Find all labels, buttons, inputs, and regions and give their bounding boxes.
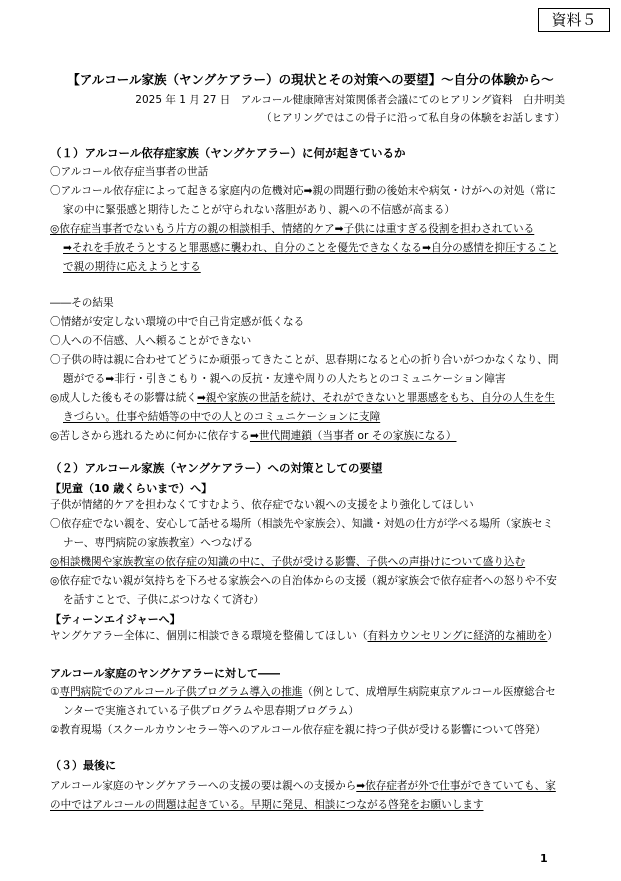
section-1-line-4: ◎依存症当事者でないもう片方の親の相談相手、情緒的ケア➡子供には重すぎる役割を担わされている: [50, 223, 535, 235]
document-title: 【アルコール家族（ヤングケアラー）の現状とその対策への要望】～自分の体験から～: [67, 72, 554, 87]
section-1-line-3: 家の中に緊張感と期待したことが守られない落胆があり、親への不信感が高まる）: [63, 204, 455, 216]
section-3-line-1-underlined: ➡依存症者が外で仕事ができていても、家: [356, 780, 556, 792]
teen-line-1: [50, 627, 572, 646]
children-line-1: 子供が情緒的ケアを担わなくてすむよう、依存症でない親への支援をより強化してほしい: [50, 499, 474, 511]
section-1-line-1: 〇アルコール依存症当事者の世話: [50, 166, 209, 178]
document-date-author: 2025 年 1 月 27 日 アルコール健康障害対策関係者会議にてのヒアリング資料 白井明美: [135, 94, 565, 106]
young-carers-line-1-number: ①: [50, 686, 60, 698]
results-line-7: [50, 427, 572, 446]
section-results: [50, 294, 572, 446]
young-carers-line-1: [50, 683, 572, 702]
results-line-3: 〇子供の時は親に合わせてどうにか頑張ってきたことが、思春期になると心の折り合いがつかなくなり、問: [50, 354, 559, 366]
document-badge: 資料５: [538, 8, 610, 32]
section-3-heading: （３）最後に: [50, 759, 116, 772]
page-number: 1: [540, 852, 548, 865]
section-3-line-1: [50, 777, 572, 796]
young-carers-line-1-underlined: 専門病院でのアルコール子供プログラム導入の推進: [59, 686, 303, 698]
section-young-carers: [50, 665, 572, 740]
teen-line-1-underlined: 有料カウンセリングに経済的な補助を: [367, 630, 548, 642]
results-line-5-start: ◎成人した後もその影響は続く: [50, 392, 197, 404]
teen-line-1-end: ）: [547, 630, 558, 642]
children-line-4: ◎相談機関や家族教室の依存症の知識の中に、子供が受ける影響、子供への声掛けについて盛り込む: [50, 556, 526, 568]
results-line-2: 〇人への不信感、人へ頼ることができない: [50, 335, 252, 347]
teen-line-1-start: ヤングケアラー全体に、個別に相談できる環境を整備してほしい（: [50, 630, 368, 642]
results-line-5: [50, 389, 572, 408]
children-line-5: ◎依存症でない親が気持ちを下ろせる家族会への自治体からの支援（親が家族会で依存症者への怒りや不安: [50, 575, 557, 587]
young-carers-line-3: ②教育現場（スクールカウンセラー等へのアルコール依存症を親に持つ子供が受ける影響について啓発）: [50, 724, 546, 736]
section-2-heading: （２）アルコール家族（ヤングケアラー）への対策としての要望: [50, 461, 383, 475]
section-1-line-5: ➡それを手放そうとすると罪悪感に襲われ、自分のことを優先できなくなる➡自分の感情を抑圧すること: [63, 242, 559, 254]
section-3-line-2: の中ではアルコールの問題は起きている。早期に発見、相談につながる啓発をお願いします: [50, 799, 484, 811]
children-line-6: を話すことで、子供にぶつけなくて済む）: [63, 594, 265, 606]
results-line-7-start: ◎苦しさから逃れるために何かに依存する: [50, 430, 250, 442]
young-carers-line-1-rest: （例として、成増厚生病院東京アルコール医療総合セ: [302, 686, 556, 698]
results-line-5-underlined: ➡親や家族の世話を続け、それができないと罪悪感をもち、自分の人生を生: [196, 392, 556, 404]
section-1-heading: （１）アルコール依存症家族（ヤングケアラー）に何が起きているか: [50, 146, 406, 160]
young-carers-heading: アルコール家庭のヤングケアラーに対して――: [50, 667, 281, 680]
results-heading: ――その結果: [50, 297, 114, 309]
children-subheading: 【児童（10 歳くらいまで）へ】: [50, 482, 213, 495]
section-3: [50, 757, 572, 815]
section-1: [50, 145, 572, 277]
children-line-2: 〇依存症でない親を、安心して話せる場所（相談先や家族会）、知識・対処の仕方が学べる場所（家族セミ: [50, 518, 554, 530]
section-2: [50, 460, 572, 646]
young-carers-line-2: ンターで実施されている子供プログラムや思春期プログラム）: [63, 705, 359, 717]
results-line-7-underlined: ➡世代間連鎖（当事者 or その家族になる）: [249, 430, 457, 442]
section-3-line-1-start: アルコール家庭のヤングケアラーへの支援の要は親への支援から: [50, 780, 357, 792]
results-line-4: 題がでる➡非行・引きこもり・親への反抗・友達や周りの人たちとのコミュニケーション障害: [63, 373, 506, 385]
section-1-line-2: 〇アルコール依存症によって起きる家庭内の危機対応➡親の問題行動の後始末や病気・けがへの対処（常に: [50, 185, 557, 197]
results-line-6: きづらい。仕事や結婚等の中での人とのコミュニケーションに支障: [63, 411, 381, 423]
results-line-1: 〇情緒が安定しない環境の中で自己肯定感が低くなる: [50, 316, 305, 328]
children-line-3: ナー、専門病院の家族教室）へつなげる: [63, 537, 254, 549]
document-note: （ヒアリングではこの骨子に沿って私自身の体験をお話します）: [261, 112, 565, 124]
section-1-line-6: で親の期待に応えようとする: [63, 261, 201, 273]
teen-subheading: 【ティーンエイジャーへ】: [50, 613, 181, 626]
